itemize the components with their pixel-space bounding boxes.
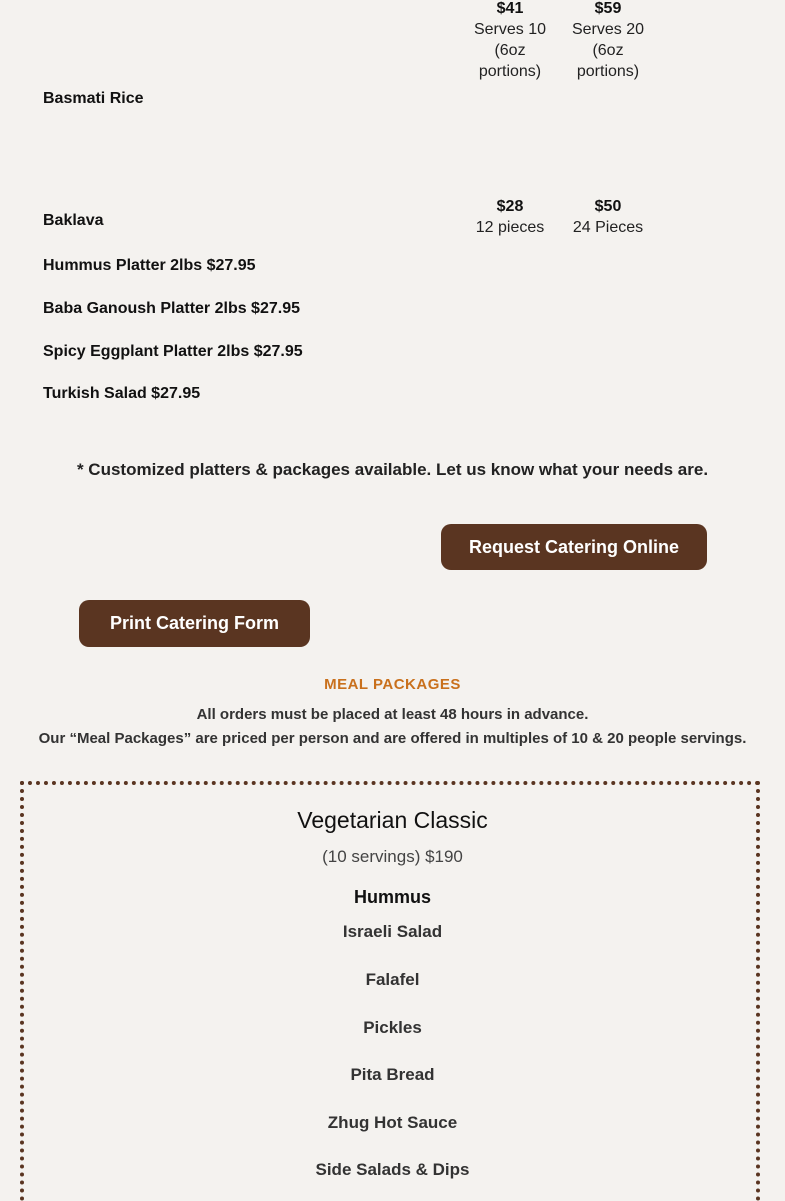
meal-packages-heading: MEAL PACKAGES [324, 676, 461, 693]
price-amount: $50 [594, 198, 622, 215]
price-detail: Serves 10 [473, 21, 547, 38]
price-amount: $28 [496, 198, 524, 215]
price-detail: portions) [478, 63, 542, 80]
package-card [20, 781, 760, 1201]
pricing-note: Our “Meal Packages” are priced per person and are offered in multiples of 10 & 20 people servings. [38, 730, 747, 747]
package-name: Vegetarian Classic [297, 807, 488, 833]
package-item: Hummus [353, 887, 431, 907]
platter-item: Hummus Platter 2lbs $27.95 [43, 257, 256, 274]
platter-item: Baba Ganoush Platter 2lbs $27.95 [43, 300, 300, 317]
package-item: Pickles [363, 1018, 422, 1037]
print-catering-form-button[interactable]: Print Catering Form [79, 600, 310, 647]
package-price: (10 servings) $190 [322, 847, 463, 866]
baklava-price-12 [460, 196, 560, 238]
custom-platters-note: * Customized platters & packages available. Let us know what your needs are. [76, 460, 709, 479]
price-detail: Serves 20 [571, 21, 645, 38]
price-detail: 12 pieces [475, 219, 545, 236]
platter-item: Turkish Salad $27.95 [43, 385, 201, 402]
price-detail: 24 Pieces [572, 219, 644, 236]
package-item: Pita Bread [350, 1065, 435, 1084]
menu-item-baklava: Baklava [43, 212, 104, 229]
request-catering-button[interactable]: Request Catering Online [441, 524, 707, 570]
menu-item-basmati-rice: Basmati Rice [43, 90, 144, 107]
rice-price-10 [460, 0, 560, 82]
package-item: Falafel [365, 970, 420, 989]
baklava-price-24 [558, 196, 658, 238]
package-item: Zhug Hot Sauce [327, 1113, 458, 1132]
price-detail: (6oz [494, 42, 526, 59]
package-item: Side Salads & Dips [315, 1160, 470, 1179]
price-detail: portions) [576, 63, 640, 80]
price-amount: $41 [496, 0, 524, 17]
platter-item: Spicy Eggplant Platter 2lbs $27.95 [43, 343, 303, 360]
package-item: Israeli Salad [342, 922, 443, 941]
price-amount: $59 [594, 0, 622, 17]
rice-price-20 [558, 0, 658, 82]
price-detail: (6oz [592, 42, 624, 59]
advance-order-note: All orders must be placed at least 48 hours in advance. [196, 706, 589, 723]
